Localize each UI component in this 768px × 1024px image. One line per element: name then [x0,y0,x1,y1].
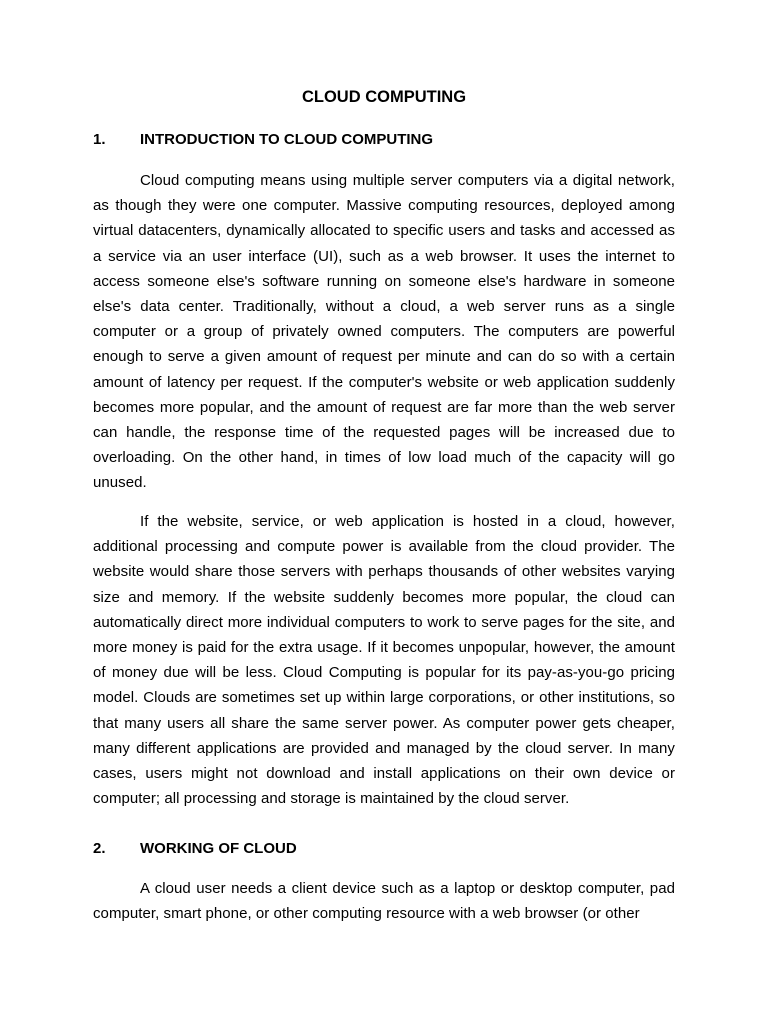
paragraph: If the website, service, or web application is hosted in a cloud, however, additional processing and compute power is available from the cloud provider. The website would share those servers with perhaps thousands of other websites varying size and memory. If the website suddenly becomes more popular, the cloud can automatically direct more individual computers to work to serve pages for the site, and more money is paid for the extra usage. If it becomes unpopular, however, the amount of money due will be less. Cloud Computing is popular for its pay-as-you-go pricing model. Clouds are sometimes set up within large corporations, or other institutions, so that many users all share the same server power. As computer power gets cheaper, many different applications are provided and managed by the cloud server. In many cases, users might not download and install applications on their own device or computer; all processing and storage is maintained by the cloud server. [93,513,675,808]
document-title: CLOUD COMPUTING [301,88,467,106]
paragraph: Cloud computing means using multiple server computers via a digital network, as though they were one computer. Massive computing resources, deployed among virtual datacenters, dynamically allocated to specific users and tasks and accessed as a service via an user interface (UI), such as a web browser. It uses the internet to access someone else's software running on someone else's hardware in someone else's data center. Traditionally, without a cloud, a web server runs as a single computer or a group of privately owned computers. The computers are powerful enough to serve a given amount of request per minute and can do so with a certain amount of latency per request. If the computer's website or web application suddenly becomes more popular, and the amount of request are far more than the web server can handle, the response time of the requested pages will be increased due to overloading. On the other hand, in times of low load much of the capacity will go unused. [93,172,675,492]
section-heading-introduction [93,130,675,150]
paragraph: A cloud user needs a client device such as a laptop or desktop computer, pad computer, smart phone, or other computing resource with a web browser (or other [93,880,675,923]
section-heading-working-of-cloud [93,839,675,859]
section-heading-text: INTRODUCTION TO CLOUD COMPUTING [140,131,434,148]
section-number: 1. [93,131,106,148]
section-number: 2. [93,840,106,857]
section-heading-text: WORKING OF CLOUD [140,840,297,857]
